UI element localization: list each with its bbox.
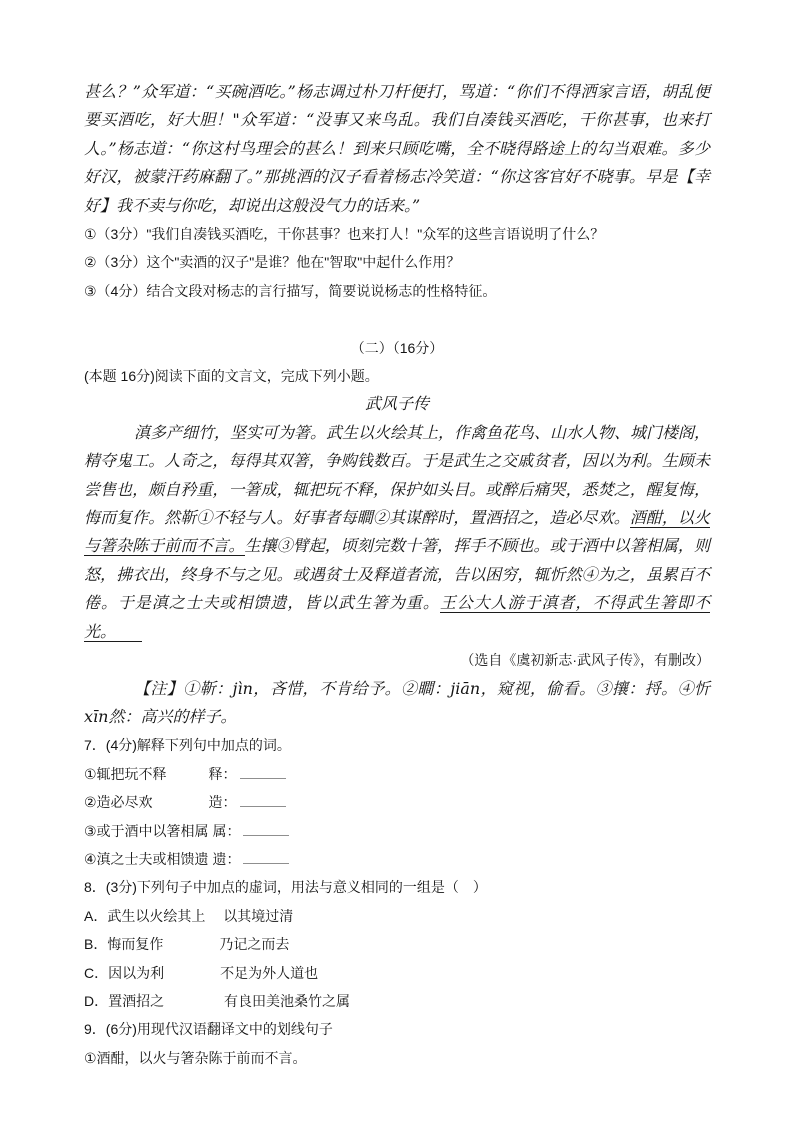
q7-item-4 <box>84 845 710 873</box>
q7-item-3 <box>84 817 710 845</box>
narrative-passage: 甚么？”众军道：“买碗酒吃。”杨志调过朴刀杆便打，骂道：“你们不得洒家言语，胡乱便要买酒吃，好大胆！"众军道：“没事又来鸟乱。我们自凑钱买酒吃，干你甚事，也来打人。”杨志道：“你这村鸟理会的甚么！到来只顾吃嘴，全不晓得路途上的勾当艰难。多少好汉，被蒙汗药麻翻了。”那挑酒的汉子看着杨志冷笑道：“你这客官好不晓事。早是【幸好】我不卖与你吃，却说出这般没气力的话来。” <box>84 82 710 215</box>
sub-question-2: ②（3分）这个"卖酒的汉子"是谁？他在"智取"中起什么作用？ <box>84 254 461 271</box>
underlined-sentence-1: 酒酣，以火与箸杂陈于前而不言。 <box>84 508 710 556</box>
fill-blank-4 <box>243 848 289 864</box>
section-intro: (本题 16分)阅读下面的文言文，完成下列小题。 <box>84 368 379 385</box>
classical-segment-2: 生攘③臂起，顷刻完数十箸，挥手不顾也。或于酒中以箸相属，则怒，拂衣出，终身不与之见。或遇贫士及释道者流，告以困穷，辄忻然④为之，虽累百不倦。于是滇之士夫或相馈遗，皆以武生箸为重。 <box>84 536 710 613</box>
q8-option-b: B．悔而复作 乃记之而去 <box>84 936 290 953</box>
q7-item-2 <box>84 788 710 816</box>
sub-question-1: ①（3分）"我们自凑钱买酒吃，干你甚事？也来打人！"众军的这些言语说明了什么？ <box>84 226 605 243</box>
passage-notes: 【注】①靳：jìn，吝惜，不肯给予。②瞷：jiān，窥视，偷看。③攘：捋。④忻xīn然：高兴的样子。 <box>84 678 710 726</box>
sub-question-3: ③（4分）结合文段对杨志的言行描写，简要说说杨志的性格特征。 <box>84 282 497 299</box>
q8-option-a: A．武生以火绘其上 以其境过清 <box>84 907 294 924</box>
fill-blank-1 <box>240 763 286 779</box>
passage-title: 武风子传 <box>364 394 429 414</box>
blank-row <box>84 305 710 333</box>
fill-blank-2 <box>240 791 286 807</box>
q7-item-3-label: ③或于酒中以箸相属 属： <box>84 822 241 839</box>
section-heading: （二）（16分） <box>350 339 444 356</box>
q9-item: ①酒酣，以火与箸杂陈于前而不言。 <box>84 1049 307 1066</box>
q8-stem: 8．(3分)下列句子中加点的虚词，用法与意义相同的一组是（ ） <box>84 879 487 896</box>
q8-option-d: D．置酒招之 有良田美池桑竹之属 <box>84 992 350 1009</box>
q8-option-c: C．因以为利 不足为外人道也 <box>84 964 319 981</box>
underlined-sentence-2: 王公大人游于滇者，不得武生箸即不光。 <box>84 593 710 641</box>
classical-segment-1: 滇多产细竹，坚实可为箸。武生以火绘其上，作禽鱼花鸟、山水人物、城门楼阁，精夺鬼工。人奇之，每得其双箸，争购钱数百。于是武生之交戚贫者，因以为利。生顾未尝售也，颇自矜重，一箸成，辄把玩不释，保护如头目。或醉后痛哭，悉焚之，醒复悔，悔而复作。然靳①不轻与人。好事者每瞷②其谋醉时，置酒招之，造必尽欢。 <box>84 422 711 528</box>
classical-passage <box>84 419 710 646</box>
fill-blank-3 <box>243 820 289 836</box>
q9-stem: 9．(6分)用现代汉语翻译文中的划线句子 <box>84 1021 333 1038</box>
q7-item-1-label: ①辄把玩不释 释： <box>84 765 237 782</box>
q7-stem: 7．(4分)解释下列句中加点的词。 <box>84 737 291 754</box>
q7-item-4-label: ④滇之士夫或相馈遗 遗： <box>84 850 241 867</box>
q7-item-1 <box>84 760 710 788</box>
passage-source: （选自《虞初新志·武风子传》，有删改） <box>460 652 710 669</box>
q7-item-2-label: ②造必尽欢 造： <box>84 794 237 811</box>
